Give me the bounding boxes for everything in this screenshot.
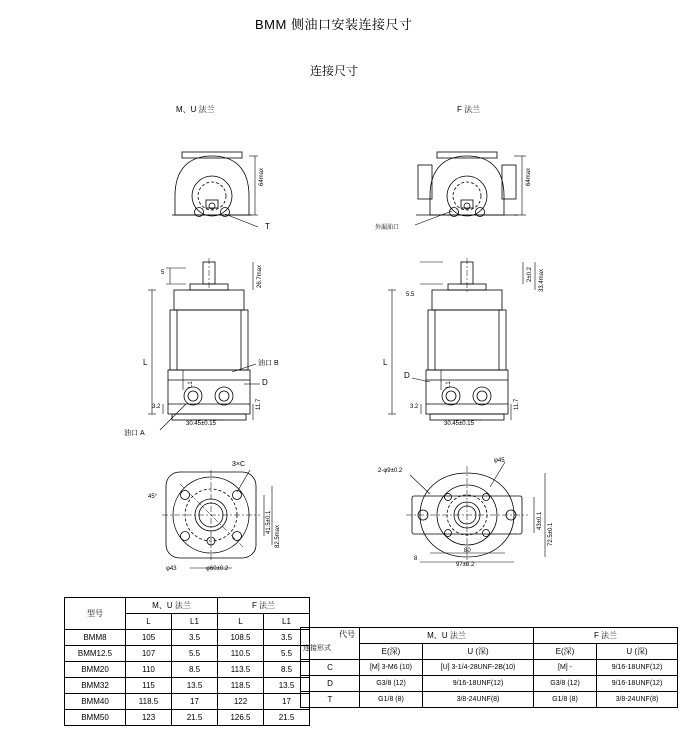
col-L1-mu: L1: [172, 614, 218, 630]
cell-L-mu: 107: [126, 646, 172, 662]
dim-97: 97±0.2: [456, 562, 475, 568]
col-U-mu: U (深): [423, 644, 534, 660]
oil-port-B-label: 油口 B: [258, 360, 279, 367]
dim-phi43: φ43: [166, 566, 177, 572]
cell-model: BMM50: [65, 710, 126, 726]
cell-L-mu: 123: [126, 710, 172, 726]
dim-11-7-left: 11.7: [256, 398, 262, 410]
group-header-mu: M、U 法兰: [360, 628, 534, 644]
cell-L1-mu: 3.5: [172, 630, 218, 646]
cell-L1-f: 17: [264, 694, 310, 710]
dim-33-4max: 33.4max: [539, 268, 545, 292]
section-subtitle: 连接尺寸: [310, 64, 359, 78]
dim-64max-left: 64max: [259, 167, 265, 186]
cell-model: BMM8: [65, 630, 126, 646]
cell-model: BMM40: [65, 694, 126, 710]
cell-E-f: G1/8 (8): [534, 692, 597, 708]
cell-E-f: G3/8 (12): [534, 676, 597, 692]
dim-45deg: 45°: [148, 494, 158, 500]
label-D-left: D: [262, 378, 268, 387]
group-header-f: F 法兰: [218, 598, 310, 614]
cell-L1-f: 8.5: [264, 662, 310, 678]
drain-port-label: 外漏油口: [375, 225, 400, 231]
table-row: [65, 646, 310, 662]
dim-72-5: 72.5±0.1: [548, 522, 554, 546]
cell-code: C: [301, 660, 360, 676]
corner-label-top: 代号: [339, 630, 355, 639]
table-row: [301, 692, 678, 708]
table-group-header-row: [301, 628, 678, 644]
cell-L-f: 126.5: [218, 710, 264, 726]
dim-5: 5: [161, 270, 165, 276]
cell-code: D: [301, 676, 360, 692]
dim-80: 80: [464, 548, 471, 554]
right-view-flange-label: F 法兰: [457, 105, 481, 114]
label-T: T: [265, 222, 270, 231]
cell-L-f: 122: [218, 694, 264, 710]
cell-L-f: 118.5: [218, 678, 264, 694]
dim-3-2-right: 3.2: [410, 404, 419, 410]
dim-11-7-right: 11.7: [514, 398, 520, 410]
dim-L1-left: L1: [188, 381, 194, 388]
cell-U-f: 3/8-24UNF(8): [597, 692, 678, 708]
cell-E-mu: G1/8 (8): [360, 692, 423, 708]
col-L1-f: L1: [264, 614, 310, 630]
col-L-mu: L: [126, 614, 172, 630]
dim-43: 43±0.1: [537, 511, 543, 530]
dim-phi45: φ45: [494, 458, 505, 464]
cell-U-mu: [U] 3-1/4-28UNF-2B(10): [423, 660, 534, 676]
dim-3-2-left: 3.2: [152, 404, 161, 410]
cell-L1-f: 3.5: [264, 630, 310, 646]
cell-U-f: 9/16-18UNF(12): [597, 660, 678, 676]
cell-L-mu: 110: [126, 662, 172, 678]
cell-L1-mu: 5.5: [172, 646, 218, 662]
left-view-flange-label: M、U 法兰: [176, 105, 215, 114]
dim-30-45-right: 30.45±0.15: [444, 421, 474, 427]
cell-model: BMM32: [65, 678, 126, 694]
dim-2-phi9: 2-φ9±0.2: [378, 468, 403, 474]
col-E-mu: E(深): [360, 644, 423, 660]
corner-label-bottom: 连接形式: [303, 645, 331, 652]
group-header-f: F 法兰: [534, 628, 678, 644]
dim-26-7max: 26.7max: [257, 264, 263, 288]
dim-5-5: 5.5: [406, 292, 415, 298]
dim-64max-right: 64max: [526, 167, 532, 186]
dim-3xC: 3×C: [232, 461, 246, 468]
corner-cell: [301, 628, 360, 660]
table-row: [301, 676, 678, 692]
cell-L-f: 113.5: [218, 662, 264, 678]
cell-L-mu: 105: [126, 630, 172, 646]
cell-model: BMM12.5: [65, 646, 126, 662]
cell-U-f: 9/16-18UNF(12): [597, 676, 678, 692]
cell-U-mu: 3/8-24UNF(8): [423, 692, 534, 708]
table-row: [65, 694, 310, 710]
dim-L1-right: L1: [446, 381, 452, 388]
dim-41-5: 41.5±0.1: [266, 510, 272, 534]
cell-L1-mu: 8.5: [172, 662, 218, 678]
cell-U-mu: 9/16-18UNF(12): [423, 676, 534, 692]
cell-L1-mu: 13.5: [172, 678, 218, 694]
cell-L-mu: 118.5: [126, 694, 172, 710]
col-U-f: U (深): [597, 644, 678, 660]
table-row: [65, 662, 310, 678]
ports-table: [300, 627, 678, 708]
dim-8: 8: [414, 556, 418, 562]
page-title: BMM 侧油口安装连接尺寸: [255, 17, 413, 32]
dim-30-45-left: 30.45±0.15: [186, 421, 216, 427]
cell-L-mu: 115: [126, 678, 172, 694]
col-L-f: L: [218, 614, 264, 630]
cell-L1-f: 5.5: [264, 646, 310, 662]
ports-table-wrapper: [300, 627, 678, 708]
col-E-f: E(深): [534, 644, 597, 660]
dimensions-table-wrapper: [64, 597, 310, 726]
table-row: [65, 710, 310, 726]
table-row: [65, 678, 310, 694]
cell-L-f: 108.5: [218, 630, 264, 646]
cell-code: T: [301, 692, 360, 708]
cell-L-f: 110.5: [218, 646, 264, 662]
label-D-right: D: [404, 371, 410, 380]
table-group-header-row: [65, 598, 310, 614]
cell-L1-mu: 21.5: [172, 710, 218, 726]
cell-L1-f: 13.5: [264, 678, 310, 694]
dim-2-0-2: 2±0.2: [527, 267, 533, 282]
cell-L1-f: 21.5: [264, 710, 310, 726]
group-header-mu: M、U 法兰: [126, 598, 218, 614]
cell-model: BMM20: [65, 662, 126, 678]
cell-E-f: [M] -: [534, 660, 597, 676]
table-row: [65, 630, 310, 646]
table-row: [301, 660, 678, 676]
dim-L-right: L: [383, 358, 388, 367]
dim-82-5max: 82.5max: [275, 524, 281, 548]
dim-L-left: L: [143, 358, 148, 367]
model-header: 型号: [65, 598, 126, 630]
dimensions-table: [64, 597, 310, 726]
cell-E-mu: G3/8 (12): [360, 676, 423, 692]
cell-L1-mu: 17: [172, 694, 218, 710]
oil-port-A-label: 油口 A: [124, 430, 145, 437]
cell-E-mu: [M] 3-M6 (10): [360, 660, 423, 676]
dim-phi60: φ60±0.2: [206, 566, 229, 572]
